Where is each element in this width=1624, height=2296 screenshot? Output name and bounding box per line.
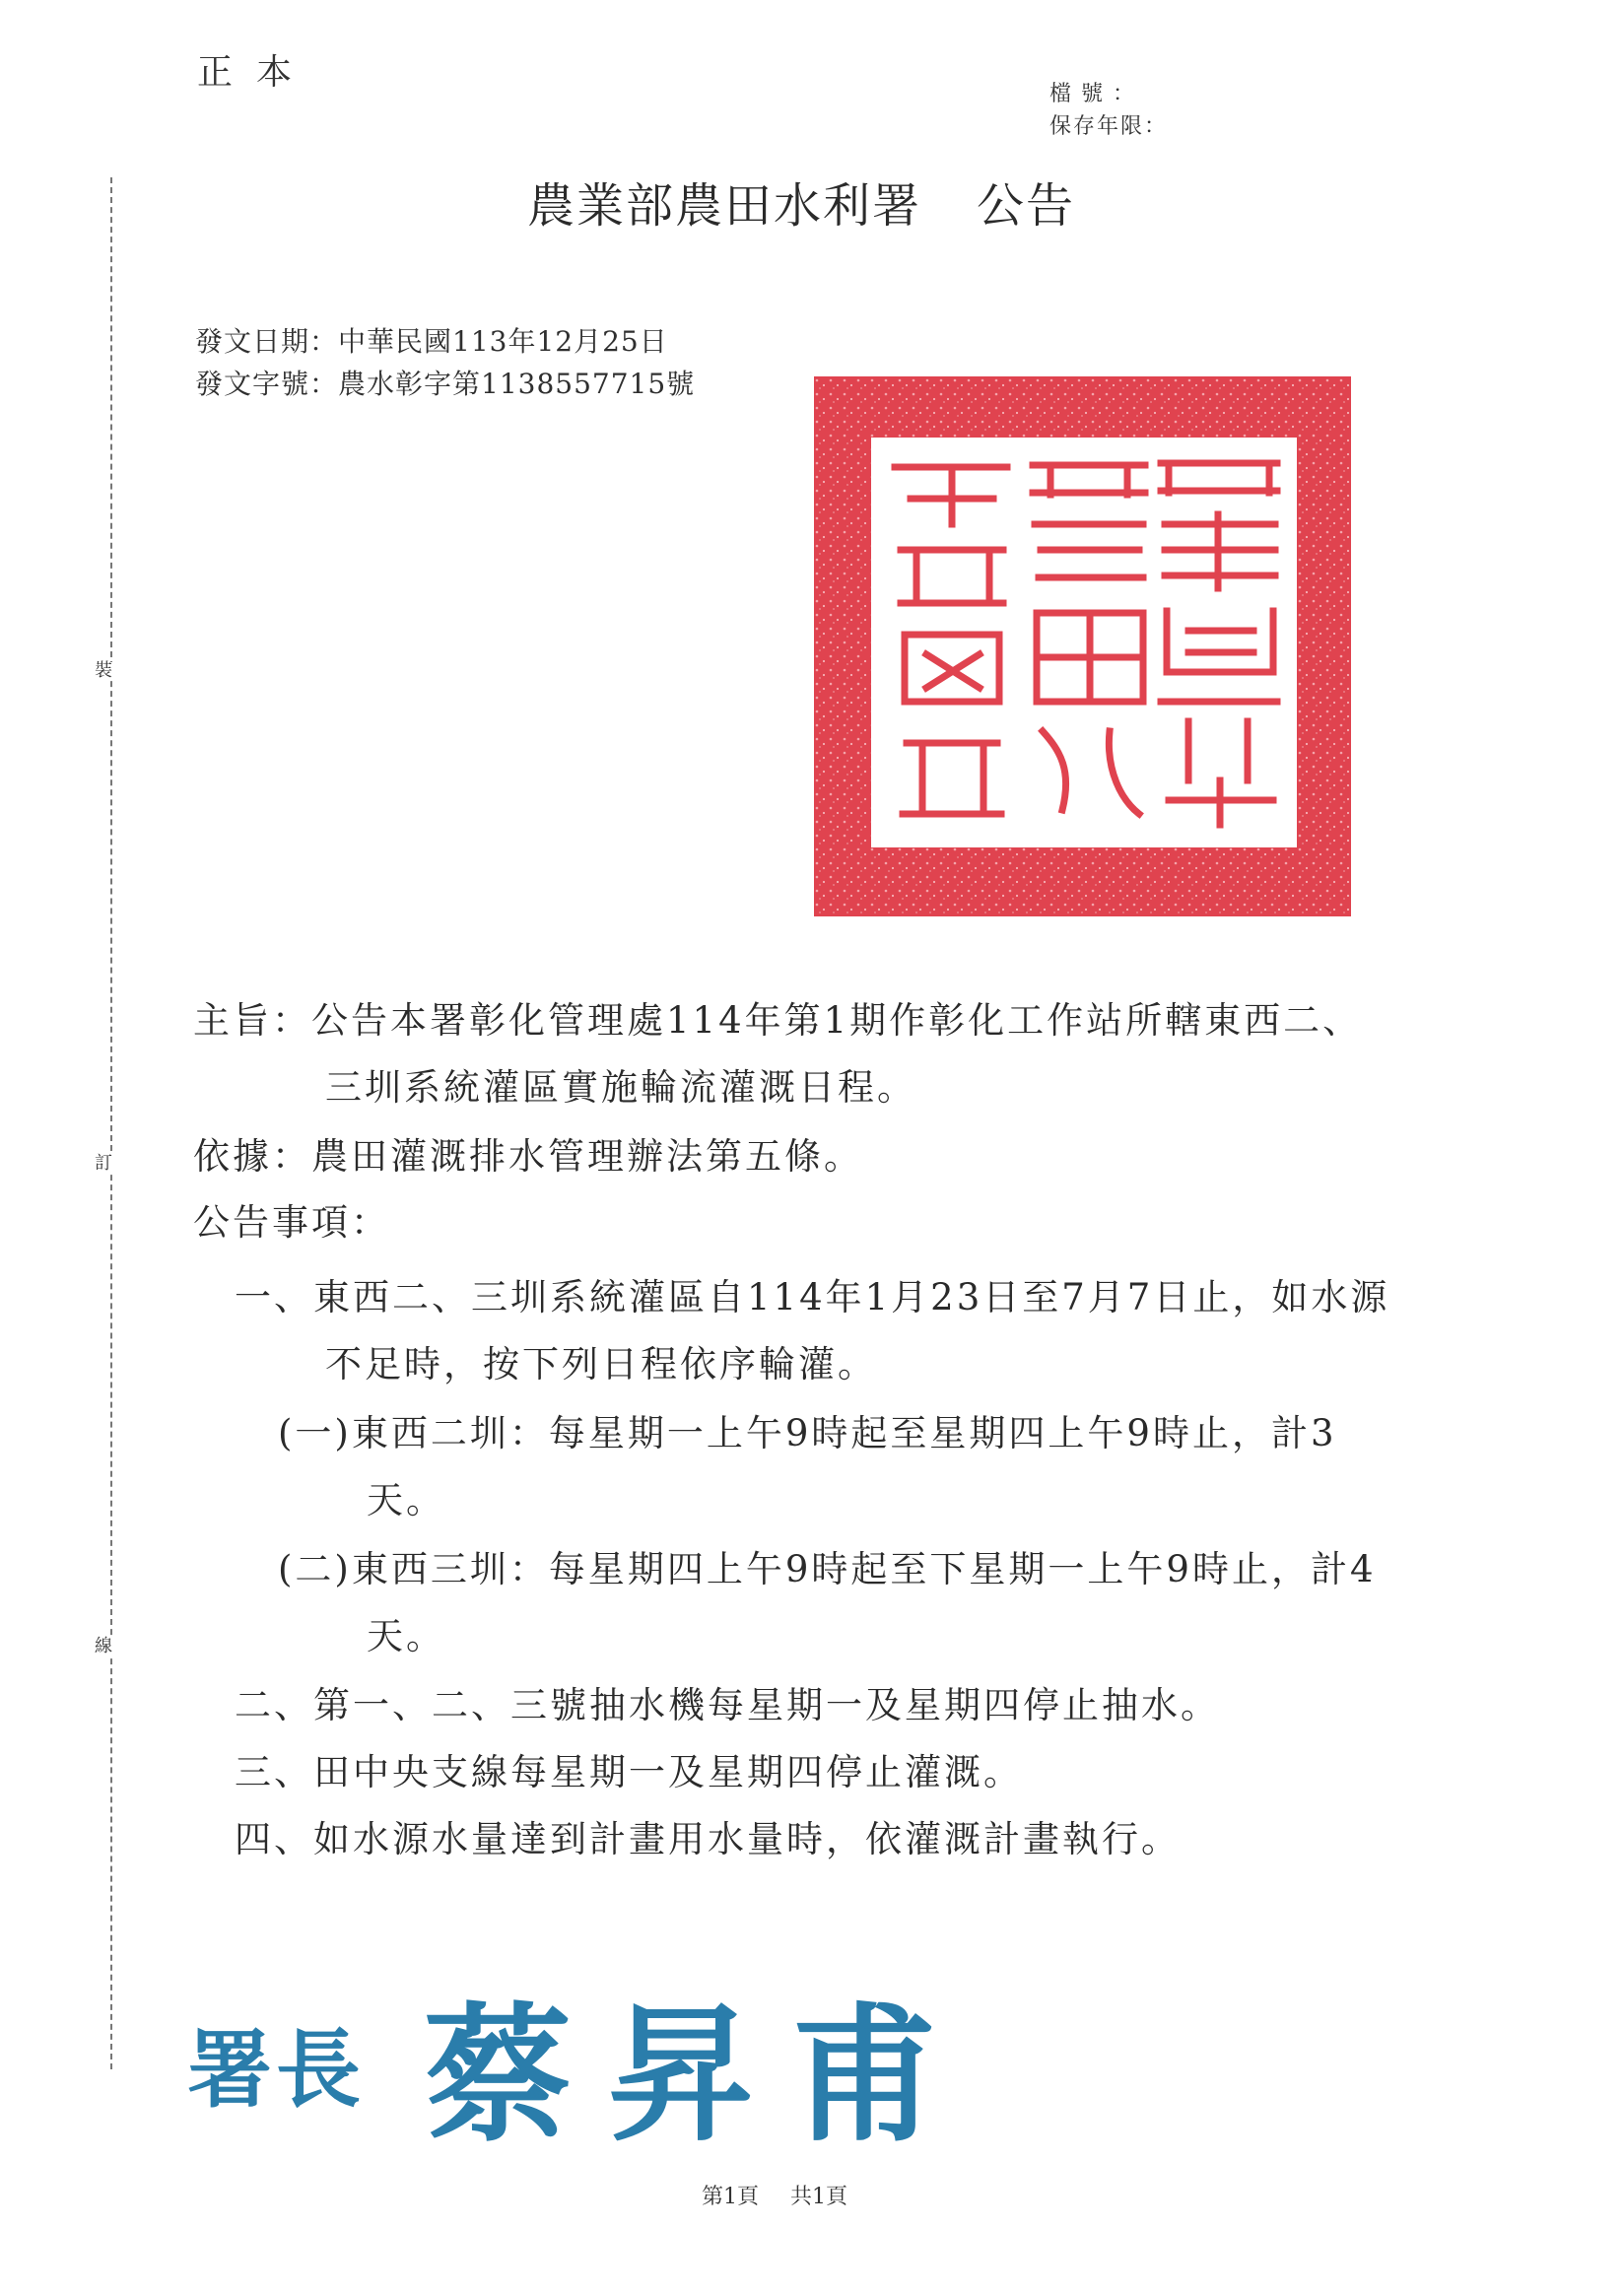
issue-number-label: 發文字號： — [195, 368, 339, 400]
page-title — [527, 168, 1075, 236]
binding-mark-ding: 訂 — [95, 1153, 112, 1174]
file-number-label: 檔號： — [1049, 82, 1145, 106]
item-1-line-2: 不足時，按下列日程依序輪灌。 — [325, 1343, 877, 1385]
title-org: 農業部農田水利署 — [527, 178, 922, 234]
item-4: 四、如水源水量達到計畫用水量時，依灌溉計畫執行。 — [235, 1818, 1181, 1860]
basis-line — [193, 1126, 863, 1180]
sub-item-1-line-2: 天。 — [367, 1479, 445, 1521]
page-total: 共1頁 — [790, 2185, 847, 2209]
signature-title: 署長 — [187, 2020, 365, 2120]
binding-mark-xian: 線 — [95, 1636, 112, 1656]
items-label: 公告事項： — [193, 1201, 390, 1244]
subject-label: 主旨： — [193, 999, 311, 1042]
item-3: 三、田中央支線每星期一及星期四停止灌溉。 — [235, 1751, 1023, 1793]
sub-item-2-line-1: (二)東西三圳：每星期四上午9時起至下星期一上午9時止，計4 — [278, 1548, 1377, 1590]
subject-line-1 — [193, 990, 1362, 1044]
sub-item-2-line-2: 天。 — [367, 1615, 445, 1657]
page-number — [702, 2180, 847, 2210]
issue-number — [195, 363, 695, 402]
sub-item-1-line-1: (一)東西二圳：每星期一上午9時起至星期四上午9時止，計3 — [278, 1412, 1337, 1454]
director-signature — [187, 1956, 974, 2169]
copy-label: 正本 — [197, 52, 316, 93]
basis-label: 依據： — [193, 1135, 311, 1178]
item-2: 二、第一、二、三號抽水機每星期一及星期四停止抽水。 — [235, 1684, 1220, 1726]
binding-line — [110, 177, 112, 2069]
issue-number-value: 農水彰字第1138557715號 — [338, 368, 696, 400]
retention-label: 保存年限： — [1049, 114, 1169, 139]
signature-name: 蔡昇甫 — [424, 1989, 975, 2162]
page-current: 第1頁 — [702, 2185, 759, 2209]
issue-date-label: 發文日期： — [195, 325, 339, 358]
basis-text: 農田灌溉排水管理辦法第五條。 — [311, 1135, 863, 1178]
binding-mark-zhuang: 裝 — [95, 660, 112, 681]
subject-text-1: 公告本署彰化管理處114年第1期作彰化工作站所轄東西二、 — [311, 999, 1363, 1042]
subject-text-2: 三圳系統灌區實施輪流灌溉日程。 — [325, 1066, 916, 1109]
official-seal — [814, 376, 1351, 916]
item-1-line-1: 一、東西二、三圳系統灌區自114年1月23日至7月7日止，如水源 — [235, 1276, 1390, 1318]
title-doc-type: 公告 — [977, 178, 1076, 234]
issue-date — [195, 320, 668, 360]
issue-date-value: 中華民國113年12月25日 — [338, 325, 668, 358]
